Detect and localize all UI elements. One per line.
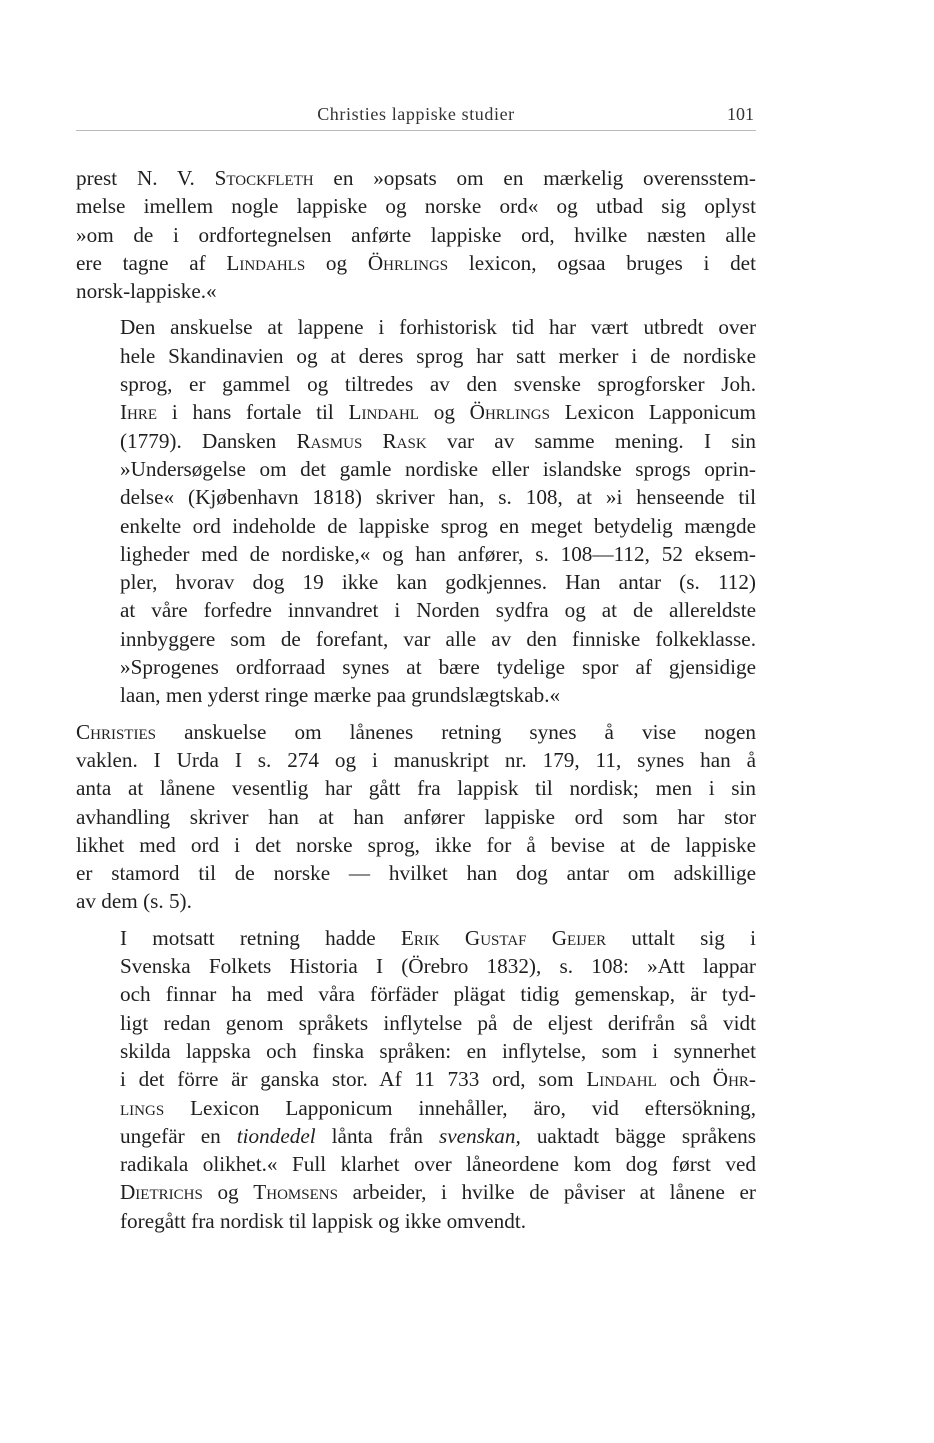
- name-small-caps: Stockfleth: [214, 166, 314, 190]
- name-small-caps: Öhrlings: [367, 250, 449, 275]
- text-line: [76, 681, 756, 709]
- text-line: [76, 1094, 756, 1122]
- text-line: [76, 718, 756, 746]
- name-small-caps: Lindahls: [226, 250, 306, 275]
- paragraph-4: [76, 924, 756, 1235]
- text-run: og: [305, 250, 368, 275]
- text-run: i det förre är ganska stor. Af 11 733 ord, som: [120, 1067, 587, 1092]
- text-run: ere tagne af: [76, 250, 227, 275]
- text-line: [76, 859, 756, 887]
- emphasis-italic: tiondedel: [236, 1123, 316, 1148]
- text-run: arbeider, i hvilke de påviser at lånene er: [337, 1180, 756, 1205]
- paragraph-1: [76, 164, 756, 305]
- paragraph-2: [76, 313, 756, 709]
- text-run: »Undersøgelse om det gamle nordiske eller islandske sprogs oprin-: [120, 456, 756, 481]
- name-small-caps: Erik Gustaf Geijer: [400, 925, 607, 950]
- text-run: vaklen. I Urda I s. 274 og i manuskript nr. 179, 11, synes han å: [76, 747, 756, 772]
- text-line: [76, 803, 756, 831]
- name-small-caps: Öhrlings: [469, 400, 550, 425]
- text-line: [76, 746, 756, 774]
- text-run: uttalt sig i: [606, 925, 756, 950]
- text-run: melse imellem nogle lappiske og norske ord« og utbad sig oplyst: [76, 194, 756, 219]
- text-line: [76, 924, 756, 952]
- text-line: [76, 221, 756, 249]
- text-run: hele Skandinavien og at deres sprog har satt merker i de nordiske: [120, 343, 756, 368]
- text-line: [76, 952, 756, 980]
- paragraph-3: [76, 718, 756, 916]
- text-line: [76, 887, 756, 915]
- name-small-caps: lings: [120, 1095, 165, 1120]
- text-line: [76, 1178, 756, 1206]
- text-run: av dem (s. 5).: [76, 889, 192, 914]
- name-small-caps: Lindahl: [348, 400, 419, 425]
- text-run: Svenska Folkets Historia I (Örebro 1832), s. 108: »Att lappar: [120, 954, 756, 979]
- text-line: [76, 568, 756, 596]
- text-run: en »opsats om en mærkelig overensstem-: [313, 166, 756, 190]
- text-run: ungefär en: [120, 1123, 237, 1148]
- text-line: [76, 249, 756, 277]
- text-line: [76, 1207, 756, 1235]
- text-run: at våre forfedre innvandret i Norden sydfra og at de allereldste: [120, 598, 756, 623]
- text-run: laan, men yderst ringe mærke paa grundslægtskab.«: [120, 683, 561, 708]
- text-run: i hans fortale til: [157, 400, 349, 425]
- text-line: [76, 427, 756, 455]
- text-run: og: [202, 1180, 254, 1205]
- running-title: Christies lappiske studier: [317, 104, 515, 124]
- text-run: foregått fra nordisk til lappisk og ikke omvendt.: [120, 1208, 527, 1233]
- text-line: [76, 455, 756, 483]
- text-run: och: [656, 1067, 713, 1092]
- text-run: likhet med ord i det norske sprog, ikke for å bevise at de lappiske: [76, 832, 756, 857]
- page-number: 101: [727, 104, 754, 124]
- text-line: [76, 1037, 756, 1065]
- text-run: uaktadt bägge språkens: [520, 1123, 756, 1148]
- running-header: [76, 100, 756, 131]
- name-small-caps: Thomsens: [253, 1180, 338, 1205]
- text-line: [76, 512, 756, 540]
- text-run: Den anskuelse at lappene i forhistorisk tid har vært utbredt over: [120, 315, 756, 340]
- text-line: [76, 313, 756, 341]
- text-line: [76, 164, 756, 192]
- text-line: [76, 831, 756, 859]
- text-line: [76, 342, 756, 370]
- text-run: ligt redan genom språkets inflytelse på de eljest derifrån så vidt: [120, 1010, 756, 1035]
- text-line: [76, 1122, 756, 1150]
- text-run: var av samme mening. I sin: [426, 428, 757, 453]
- text-run: avhandling skriver han at han anfører lappiske ord som har stor: [76, 804, 756, 829]
- text-run: lånta från: [315, 1123, 440, 1148]
- text-run: anta at lånene vesentlig har gått fra lappisk til nordisk; men i sin: [76, 776, 756, 801]
- name-small-caps: Lindahl: [586, 1067, 657, 1092]
- name-small-caps: Christies: [76, 719, 156, 744]
- text-run: (1779). Dansken: [120, 428, 297, 453]
- text-line: [76, 1065, 756, 1093]
- name-small-caps: Ihre: [120, 400, 158, 425]
- text-run: enkelte ord indeholde de lappiske sprog en meget betydelig mængde: [120, 513, 756, 538]
- text-run: »Sprogenes ordforraad synes at bære tydelige spor af gjensidige: [120, 655, 756, 680]
- text-run: Lexicon Lapponicum: [549, 400, 757, 425]
- text-run: ligheder med de nordiske,« og han anfører, s. 108—112, 52 eksem-: [120, 541, 756, 566]
- text-run: lexicon, ogsaa bruges i det: [448, 250, 756, 275]
- text-run: Lexicon Lapponicum innehåller, äro, vid eftersökning,: [164, 1095, 756, 1120]
- text-run: innbyggere som de forefant, var alle av den finniske folkeklasse.: [120, 626, 756, 651]
- text-run: sprog, er gammel og tiltredes av den svenske sprogforsker Joh.: [120, 372, 756, 397]
- text-run: er stamord til de norske — hvilket han dog antar om adskillige: [76, 861, 756, 886]
- text-run: anskuelse om lånenes retning synes å vise nogen: [155, 719, 756, 744]
- text-line: [76, 277, 756, 305]
- text-line: [76, 483, 756, 511]
- text-run: och finnar ha med våra förfäder plägat tidig gemenskap, är tyd-: [120, 982, 756, 1007]
- text-line: [76, 625, 756, 653]
- text-line: [76, 370, 756, 398]
- text-line: [76, 1150, 756, 1178]
- text-line: [76, 596, 756, 624]
- name-small-caps: Rasmus Rask: [296, 428, 427, 453]
- name-small-caps: Dietrichs: [120, 1180, 203, 1205]
- text-line: [76, 192, 756, 220]
- text-run: radikala olikhet.« Full klarhet over låneordene kom dog først ved: [120, 1152, 756, 1177]
- text-line: [76, 774, 756, 802]
- text-run: pler, hvorav dog 19 ikke kan godkjennes. Han antar (s. 112): [120, 570, 756, 595]
- text-line: [76, 980, 756, 1008]
- text-line: [76, 540, 756, 568]
- name-small-caps: Öhr-: [712, 1067, 756, 1092]
- text-run: norsk-lappiske.«: [76, 279, 217, 304]
- text-run: og: [418, 400, 470, 425]
- text-run: prest N. V.: [76, 166, 215, 190]
- text-line: [76, 398, 756, 426]
- text-run: I motsatt retning hadde: [120, 925, 401, 950]
- text-run: skilda lappska och finska språken: en inflytelse, som i synnerhet: [120, 1038, 756, 1063]
- body-text: [76, 164, 756, 1243]
- text-line: [76, 1009, 756, 1037]
- emphasis-italic: svenskan,: [439, 1123, 521, 1148]
- text-run: »om de i ordfortegnelsen anførte lappiske ord, hvilke næsten alle: [76, 222, 756, 247]
- text-run: delse« (Kjøbenhavn 1818) skriver han, s. 108, at »i henseende til: [120, 485, 756, 510]
- text-line: [76, 653, 756, 681]
